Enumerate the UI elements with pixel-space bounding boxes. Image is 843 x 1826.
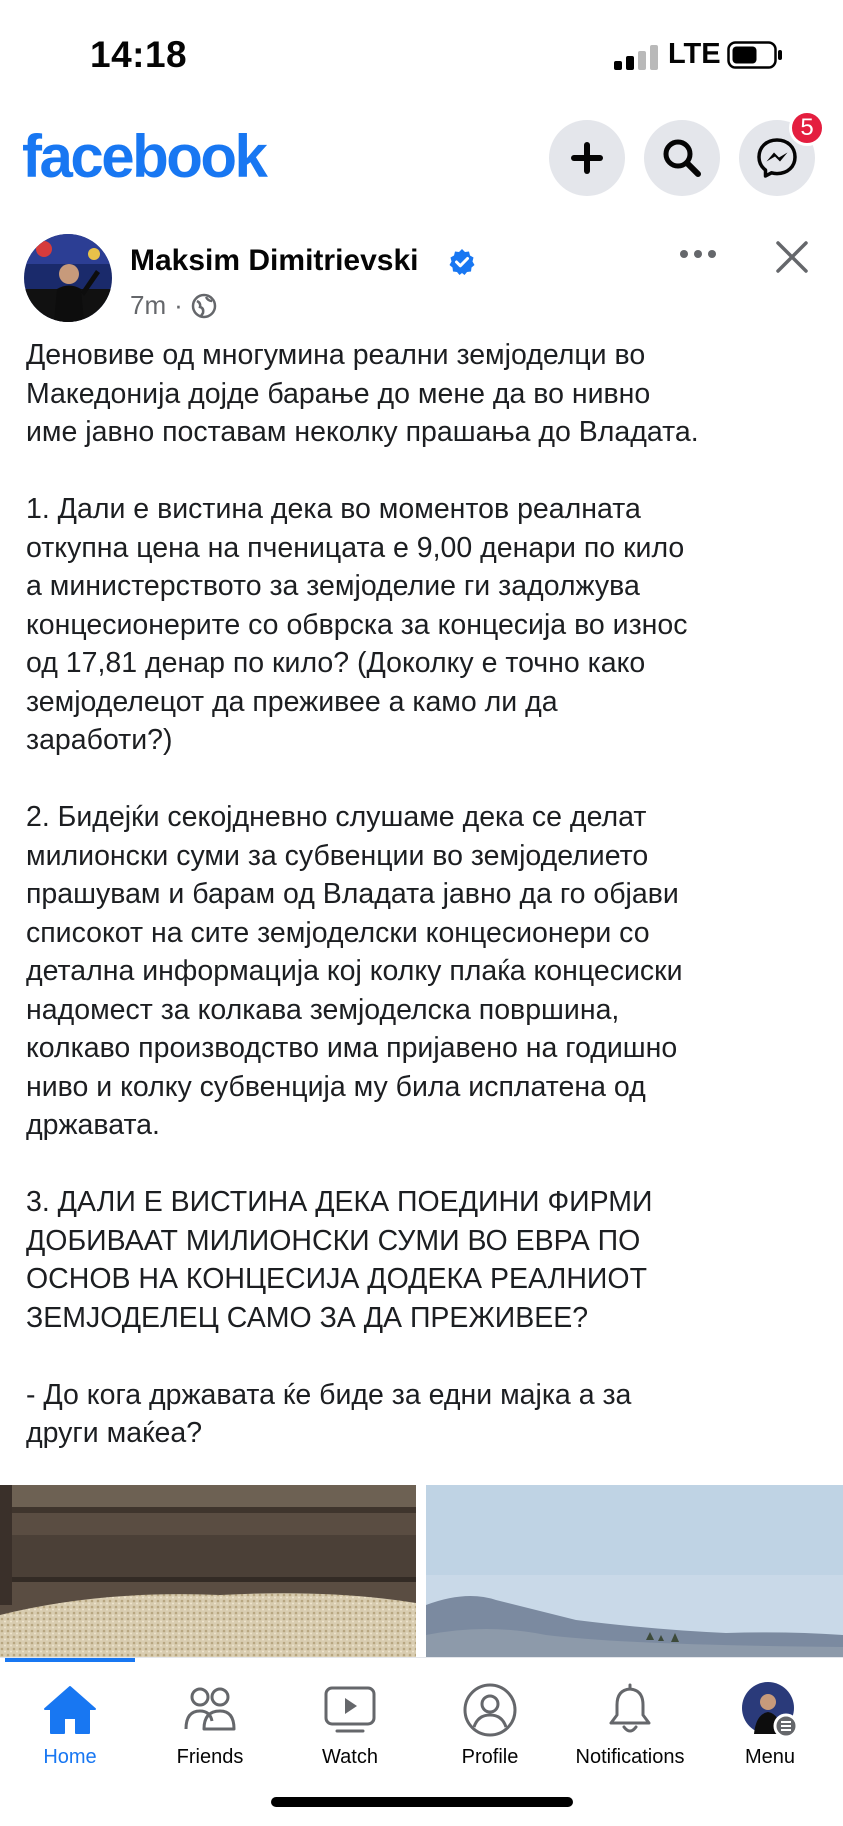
post-photo-wheat[interactable] — [0, 1485, 416, 1657]
post-meta — [130, 290, 217, 321]
post-time[interactable]: 7m — [130, 290, 167, 320]
battery-icon — [727, 41, 783, 69]
verified-badge-icon — [448, 248, 476, 276]
nav-watch-label: Watch — [322, 1746, 378, 1768]
author-name[interactable]: Maksim Dimitrievski — [130, 244, 419, 277]
network-label: LTE — [668, 38, 721, 70]
post-paragraph: 3. ДАЛИ Е ВИСТИНА ДЕКА ПОЕДИНИ ФИРМИ ДОБИВААТ МИЛИОНСКИ СУМИ ВО ЕВРА ПО ОСНОВ НА КОНЦЕСИЈА ДОДЕКА РЕАЛНИОТ ЗЕМЈОДЕЛЕЦ САМО ЗА ДА ПРЕЖИВЕЕ? — [26, 1186, 653, 1334]
post-photos — [0, 1485, 843, 1657]
nav-friends[interactable] — [140, 1658, 280, 1778]
post-paragraph: Деновиве од многумина реални земјоделци во Македонија дојде барање до мене да во нивно име јавно поставам неколку прашања до Владата. — [26, 339, 699, 448]
messenger-icon — [755, 136, 799, 180]
nav-home-label: Home — [43, 1746, 97, 1768]
post-text — [26, 336, 826, 1453]
app-header — [0, 110, 843, 225]
nav-notifications-label: Notifications — [575, 1746, 685, 1768]
post-paragraph: - До кога државата ќе биде за едни мајка а за други маќеа? — [26, 1378, 632, 1449]
post-header — [0, 232, 843, 322]
post-photo-landscape[interactable] — [426, 1485, 843, 1657]
nav-watch[interactable] — [280, 1658, 420, 1778]
close-icon[interactable] — [773, 238, 811, 276]
nav-home[interactable] — [0, 1658, 140, 1778]
nav-friends-label: Friends — [176, 1746, 244, 1768]
author-avatar[interactable] — [24, 234, 112, 322]
nav-notifications[interactable] — [560, 1658, 700, 1778]
home-indicator[interactable] — [271, 1797, 573, 1807]
create-button[interactable] — [549, 120, 625, 196]
bell-icon — [605, 1683, 655, 1737]
post-paragraph: 2. Бидејќи секојдневно слушаме дека се делат милионски суми за субвенции во земјоделието прашувам и барам од Владата јавно да го објави списокот на сите земјоделски концесионери со детална информација кој колку плаќа концесиски надомест за колкава земјоделска површина, колкаво производство има пријавено на годишно ниво и колку субвенција му била исплатена од државата. — [26, 801, 683, 1141]
messenger-button[interactable] — [739, 114, 815, 196]
facebook-logo[interactable]: facebook — [22, 123, 266, 190]
profile-icon — [462, 1682, 518, 1738]
nav-menu[interactable] — [700, 1658, 840, 1778]
messenger-badge: 5 — [789, 110, 825, 146]
signal-icon — [614, 44, 658, 70]
menu-avatar-icon — [740, 1680, 800, 1740]
nav-profile[interactable] — [420, 1658, 560, 1778]
search-icon — [661, 137, 703, 179]
post-paragraph: 1. Дали е вистина дека во моментов реалната откупна цена на пченицата е 9,00 денари по кило а министерството за земјоделие ги задолжува концесионерите со обврска за концесија во износ од 17,81 денар по кило? (Доколку е точно како земјоделецот да преживее а камо ли да заработи?) — [26, 493, 688, 756]
nav-menu-label: Menu — [744, 1746, 796, 1768]
plus-icon — [567, 138, 607, 178]
more-options-icon[interactable] — [678, 244, 718, 264]
globe-icon — [191, 293, 217, 319]
home-icon — [43, 1685, 97, 1735]
status-bar — [0, 0, 843, 110]
search-button[interactable] — [644, 120, 720, 196]
nav-profile-label: Profile — [461, 1746, 519, 1768]
friends-icon — [182, 1685, 238, 1735]
avatar-image — [24, 234, 112, 322]
status-time: 14:18 — [90, 34, 188, 75]
meta-separator: · — [174, 290, 183, 320]
watch-icon — [323, 1685, 377, 1735]
